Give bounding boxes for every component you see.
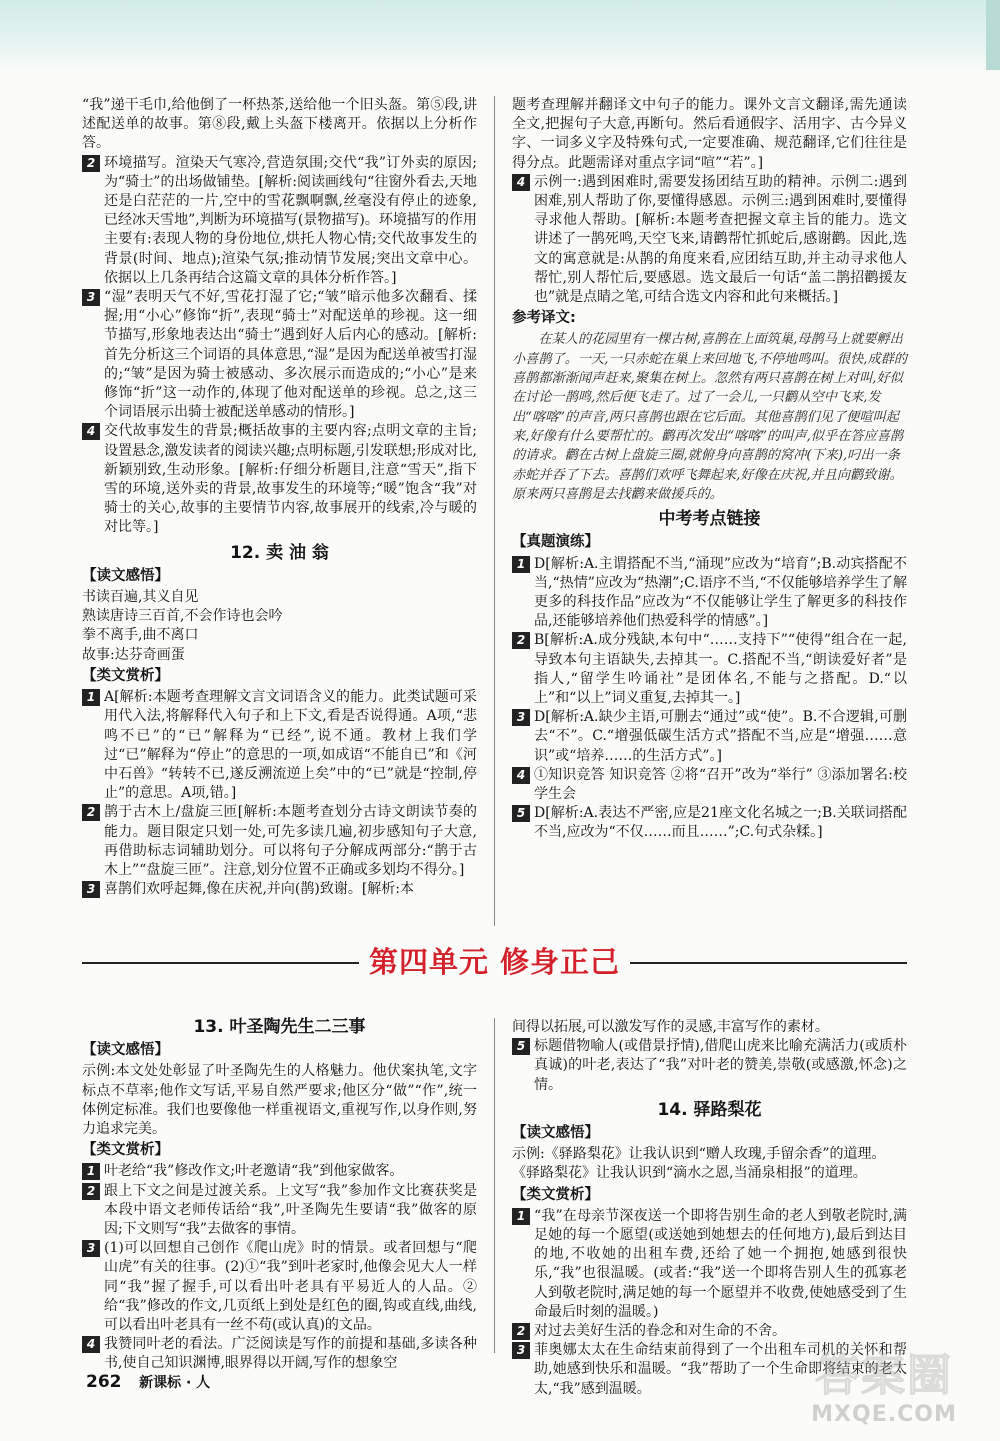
answer-item [512,1207,907,1322]
item-text: (1)可以回想自己创作《爬山虎》时的情景。或者回想与“爬山虎”有关的往事。(2)①“我”到叶老家时,他像会见大人一样同“我”握了握手,可以看出叶老具有平易近人的人品。②给“我”修改的作文,几页纸上到处是红色的圈,钩或直线,曲线,可以看出叶老具有一丝不苟(或认真)的文品。 [104,1240,477,1334]
continuation-paragraph: 间得以拓展,可以激发写作的灵感,丰富写作的素材。 [512,1019,829,1035]
item-number: 1 [512,1208,530,1225]
item-text: 标题借物喻人(或借景抒情),借爬山虎来比喻充满活力(或质朴真诚)的叶老,表达了“我”对叶老的赞美,崇敬(或感激,怀念)之情。 [534,1038,907,1093]
series-label: 新课标 · 人 [139,1375,211,1391]
read-line: 书读百遍,其义自见 [82,589,199,606]
item-number: 2 [512,1323,530,1340]
left-column-upper [82,96,477,899]
item-number: 1 [82,689,100,706]
answer-item [82,1182,477,1240]
item-number: 2 [82,155,100,172]
item-number: 3 [82,881,100,898]
item-text: 我赞同叶老的看法。广泛阅读是写作的前提和基础,多读各种书,使自己知识渊博,眼界得以开阔,写作的想象空 [104,1336,477,1372]
read-line: 《驿路梨花》让我认识到“滴水之恩,当涌泉相报”的道理。 [512,1165,867,1182]
item-number: 5 [512,805,530,822]
section-heading: 【读文感悟】 [512,1125,599,1142]
item-text: 交代故事发生的背景;概括故事的主要内容;点明文章的主旨;设置悬念,激发读者的阅读兴趣;点明标题,引发联想;形成对比,新颖别致,生动形象。[解析:仔细分析题目,注意“雪天”,指下雪的环境,送外卖的背景,故事发生的环境等;“暖”饱含“我”对骑士的关心,故事的主要情节内容,故事展开的线索,冷与暖的对比等。] [104,423,477,536]
item-number: 4 [512,767,530,784]
answer-item [82,1335,477,1373]
unit-title: 第四单元 修身正己 [359,938,630,986]
continuation-paragraph: 题考查理解并翻译文中句子的能力。课外文言文翻译,需先通读全文,把握句子大意,再断句。然后看通假字、活用字、古今异义字、一词多义字及特殊句式,一定要准确、规范翻译,它们往往是得分点。此题需译对重点字词“喧”“若”。] [512,97,907,171]
watermark-logo [784,1350,984,1432]
read-line: 拳不离手,曲不离口 [82,627,199,644]
item-number: 2 [82,804,100,821]
left-column-lower [82,1018,477,1374]
read-line: 熟读唐诗三百首,不会作诗也会吟 [82,608,283,625]
item-number: 1 [512,556,530,573]
item-text: ①知识竞答 知识竞答 ②将“召开”改为“举行” ③添加署名:校学生会 [534,766,907,802]
watermark-url: MXQE.COM [811,1402,957,1427]
item-text: 喜鹊们欢呼起舞,像在庆祝,并向(鹊)致谢。[解析:本 [104,881,415,898]
read-line: 故事:达芬奇画蛋 [82,646,185,663]
lesson-title: 14. 驿路梨花 [657,1099,762,1120]
answer-item [82,422,477,537]
lesson-title: 12. 卖 油 翁 [230,542,329,563]
continuation-paragraph: “我”递干毛巾,给他倒了一杯热茶,送给他一个旧头盔。第⑤段,讲述配送单的故事。第⑧段,戴上头盔下楼离开。依据以上分析作答。 [82,97,477,152]
section-heading: 【类文赏析】 [512,1186,599,1203]
item-number: 5 [512,1038,530,1055]
item-number: 3 [512,1342,530,1359]
section-heading: 【真题演练】 [512,534,599,551]
item-text: 对过去美好生活的眷念和对生命的不舍。 [534,1323,786,1340]
page-footer [86,1372,210,1392]
watermark-text: 答案圈 [815,1350,953,1401]
item-text: A[解析:本题考查理解文言文词语含义的能力。此类试题可采用代入法,将解释代入句子和上下文,看是否说得通。A项,“悲鸣不已”的“已”解释为“已经”,说不通。教材上我们学过“已”解释为“停止”的意思的一项,如成语“不能自已”和《河中石兽》“转转不已,遂反溯流逆上矣”中的“已”就是“控制,停止”的意思。A项,错。] [104,689,477,802]
item-number: 1 [82,1163,100,1180]
right-column-lower [512,1018,907,1399]
answer-item [82,154,477,288]
answer-item [82,803,477,880]
answer-item [512,766,907,804]
item-number: 2 [512,632,530,649]
item-text: 环境描写。渲染天气寒冷,营造氛围;交代“我”订外卖的原因;为“骑士”的出场做铺垫。[解析:阅读画线句“往窗外看去,天地还是白茫茫的一片,空中的雪花飘啊飘,丝毫没有停止的迹象,已经冰天雪地”,判断为环境描写(景物描写)。环境描写的作用主要有:表现人物的身份地位,烘托人物心情;交代故事发生的背景(时间、地点);渲染气氛;推动情节发展;突出文章中心。依据以上几条再结合这篇文章的具体分析作答。] [104,154,477,286]
item-number: 4 [512,174,530,191]
column-divider [494,96,495,926]
answer-item [512,1037,907,1095]
section-heading: 【类文赏析】 [82,1142,169,1159]
item-text: 鹊于古木上/盘旋三匝[解析:本题考查划分古诗文朗读节奏的能力。题目限定只划一处,可先多读几遍,初步感知句子大意,再借助标志词辅助划分。可以将句子分解成两部分:“鹊于古木上”“盘旋三匝”。注意,划分位置不正确或多划均不得分。] [104,804,477,878]
section-heading: 【读文感悟】 [82,1042,169,1059]
right-column-upper [512,96,907,843]
item-text: 菲奥娜太太在生命结束前得到了一个出租车司机的关怀和帮助,她感到快乐和温暖。“我”帮助了一个生命即将结束的老太太,“我”感到温暖。 [534,1342,907,1397]
answer-item [82,1239,477,1335]
answer-item [512,1322,907,1341]
item-text: B[解析:A.成分残缺,本句中“……支持下”“使得”组合在一起,导致本句主语缺失,去掉其一。C.搭配不当,“朗读爱好者”是指人,“留学生吟诵社”是团体名,不能与之搭配。D.“以上”和“以上”词义重复,去掉其一。] [534,632,907,706]
item-text: 跟上下文之间是过渡关系。上文写“我”参加作文比赛获奖是本段中语文老师传话给“我”,叶圣陶先生要请“我”做客的原因;下文则写“我”去做客的事情。 [104,1182,477,1238]
answer-item [82,688,477,803]
item-number: 3 [82,289,100,306]
item-number: 4 [82,423,100,440]
reference-label: 参考译文: [512,310,576,327]
answer-item [82,1162,477,1181]
item-text: D[解析:A.主谓搭配不当,“涌现”应改为“培育”;B.动宾搭配不当,“热情”应改为“热潮”;C.语序不当,“不仅能够培养学生了解更多的科技作品”应改为“不仅能够让学生了解更多的科技作品,还能够培养他们热爱科学的情感”。] [534,555,907,630]
item-text: “我”在母亲节深夜送一个即将告别生命的老人到敬老院时,满足她的每一个愿望(或送她到她想去的任何地方),最后到达目的地,不收她的出租车费,还给了她一个拥抱,她感到很快乐,“我”也很温暖。(或者:“我”送一个即将告别人生的孤寡老人到敬老院时,满足她的每一个愿望并不收费,使她感受到了生命最后时刻的温暖。) [534,1207,907,1320]
item-text: 叶老给“我”修改作文;叶老邀请“我”到他家做客。 [104,1163,404,1180]
answer-item [512,173,907,307]
section-heading: 【类文赏析】 [82,667,169,684]
item-text: “湿”表明天气不好,雪花打湿了它;“皱”暗示他多次翻看、揉握;用“小心”修饰“折”,表现“骑士”对配送单的珍视。这一细节描写,形象地表达出“骑士”遇到好人后内心的感动。[解析:首先分析这三个词语的具体意思,“湿”是因为配送单被雪打湿的;“皱”是因为骑士被感动、多次展示而造成的;“小心”是来修饰“折”这一动作的,体现了他对配送单的珍视。总之,这三个词语展示出骑士被配送单感动的情形。] [104,289,477,421]
item-text: D[解析:A.缺少主语,可删去“通过”或“使”。B.不合逻辑,可删去“不”。C.“增强低碳生活方式”搭配不当,应是“增强……意识”或“培养……的生活方式”。] [534,709,907,764]
item-text: 示例一:遇到困难时,需要发扬团结互助的精神。示例二:遇到困难,别人帮助了你,要懂得感恩。示例三:遇到困难时,要懂得寻求他人帮助。[解析:本题考查把握文章主旨的能力。选文讲述了一鹊死鸣,天空飞来,请鹳帮忙抓蛇后,感谢鹳。因此,选文的寓意就是:从鹊的角度来看,应团结互助,并主动寻求他人帮忙,别人帮忙后,要感恩。选文最后一句话“盖二鹊招鹳援友也”就是点睛之笔,可结合选文内容和此句来概括。] [534,173,907,306]
page-edge-tab [986,0,1000,70]
answer-item [82,880,477,899]
unit-banner [82,938,907,988]
read-line: 示例:《驿路梨花》让我认识到“赠人玫瑰,手留余香”的道理。 [512,1146,886,1163]
item-number: 2 [82,1183,100,1200]
item-text: D[解析:A.表达不严密,应是21座文化名城之一;B.关联词搭配不当,应改为“不仅……而且……”;C.句式杂糅。] [534,805,907,841]
lesson-title: 13. 叶圣陶先生二三事 [193,1017,366,1037]
answer-item [512,631,907,708]
answer-item [512,555,907,632]
answer-item [512,804,907,842]
column-divider [494,1018,495,1353]
top-color-band [0,0,1000,72]
read-text: 示例:本文处处彰显了叶圣陶先生的人格魅力。他伏案执笔,文字标点不草率;他作文写话,平易自然严要求;他区分“做”“作”,统一体例定标准。我们也要像他一样重视语文,重视写作,以身作则,努力追求完美。 [82,1063,477,1138]
item-number: 4 [82,1336,100,1353]
section-heading: 【读文感悟】 [82,567,169,584]
kaodian-title: 中考考点链接 [658,509,761,530]
item-number: 3 [512,709,530,726]
answer-item [512,708,907,766]
page-number: 262 [86,1372,122,1392]
answer-item [82,288,477,422]
item-number: 3 [82,1240,100,1257]
reference-translation: 在某人的花园里有一棵古树,喜鹊在上面筑巢,母鹊马上就要孵出小喜鹊了。一天,一只赤蛇在巢上来回地飞,不停地鸣叫。很快,成群的喜鹊都渐渐闻声赶来,聚集在树上。忽然有两只喜鹊在树上对叫,好似在讨论一鹊鸣,然后便飞走了。过了一会儿,一只鹳从空中飞来,发出“喀喀”的声音,两只喜鹊也跟在它后面。其他喜鹊们见了便喧叫起来,好像有什么要帮忙的。鹳再次发出“喀喀”的叫声,似乎在答应喜鹊的请求。鹳在古树上盘旋三圈,就俯身向喜鹊的窝冲(下来),叼出一条赤蛇并吞了下去。喜鹊们欢呼飞舞起来,好像在庆祝,并且向鹳致谢。原来两只喜鹊是去找鹳来做援兵的。 [512,332,908,502]
